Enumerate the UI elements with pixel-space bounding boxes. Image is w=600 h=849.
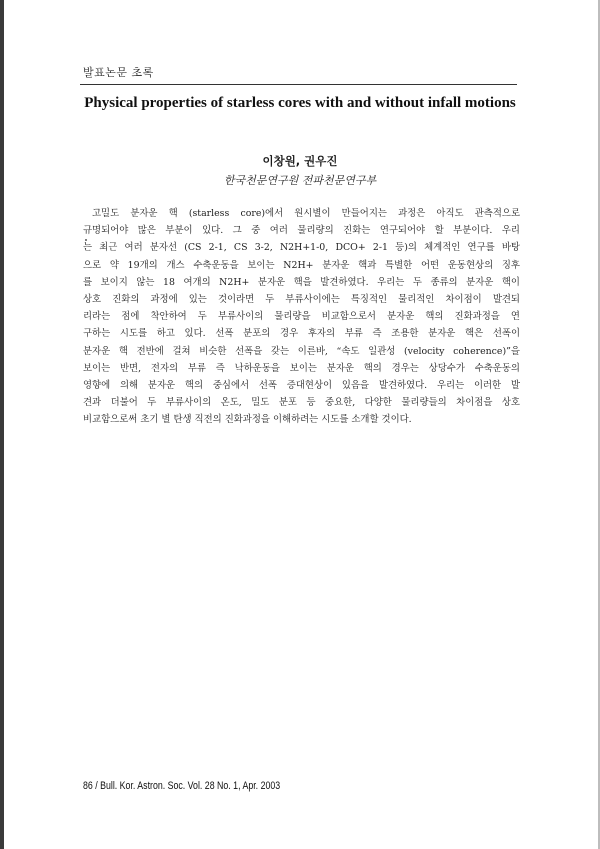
abstract-line: 규명되어야 많은 부분이 있다. 그 중 여러 물리량의 진화는 연구되어야 할 부분이다. 우리 [83,225,520,237]
header-rule [80,84,517,85]
abstract-line: 리라는 점에 착안하여 두 부류사이의 물리량을 비교함으로서 분자운 핵의 진화과정을 연 [83,311,520,323]
affiliation: 한국천문연구원 전파천문연구부 [223,174,377,187]
scan-edge-left [0,0,4,849]
abstract-line: 영향에 의해 분자운 핵의 중심에서 선폭 증대현상이 있음을 발견하였다. 우리는 이러한 발 [83,380,520,392]
abstract-body [83,205,520,429]
abstract-line: 비교함으로써 초기 별 탄생 직전의 진화과정을 이해하려는 시도를 소개할 것이다. [83,414,412,426]
abstract-line: 를 보이지 않는 18 여개의 N2H+ 분자운 핵을 발견하였다. 우리는 두 종류의 분자운 핵이 [83,276,520,288]
abstract-line: 분자운 핵 전반에 걸쳐 비슷한 선폭을 갖는 이른바, “속도 일관성 (velocity coherence)”을 [83,345,520,357]
abstract-line: 구하는 시도를 하고 있다. 선폭 분포의 경우 후자의 부류 즉 조용한 분자운 핵은 선폭이 [83,328,520,340]
abstract-line: 견과 더불어 두 부류사이의 온도, 밀도 분포 등 중요한, 다양한 물리량들의 차이점을 상호 [83,397,520,409]
scan-speck [85,239,87,241]
authors: 이창원, 권우진 [262,154,338,168]
paper-title: Physical properties of starless cores with and without infall motions [84,95,516,111]
abstract-line: 보이는 반면, 전자의 부류 즉 낙하운동을 보이는 분자운 핵의 경우는 상당수가 수축운동의 [83,362,520,374]
section-label: 발표논문 초록 [83,66,154,79]
abstract-line: 고밀도 분자운 핵 (starless core)에서 원시별이 만들어지는 과정은 아직도 관측적으로 [92,208,520,219]
abstract-line: 는 최근 여러 분자선 (CS 2-1, CS 3-2, N2H+1-0, DCO+ 2-1 등)의 체계적인 연구를 바탕 [83,242,520,254]
abstract-line: 상호 진화의 과정에 있는 것이라면 두 부류사이에는 특징적인 물리적인 차이점이 발견되 [83,294,520,306]
page-footer-citation: 86 / Bull. Kor. Astron. Soc. Vol. 28 No. 1, Apr. 2003 [83,780,281,792]
abstract-line: 으로 약 19개의 개스 수축운동을 보이는 N2H+ 분자운 핵과 특별한 어떤 운동현상의 징후 [83,259,520,271]
